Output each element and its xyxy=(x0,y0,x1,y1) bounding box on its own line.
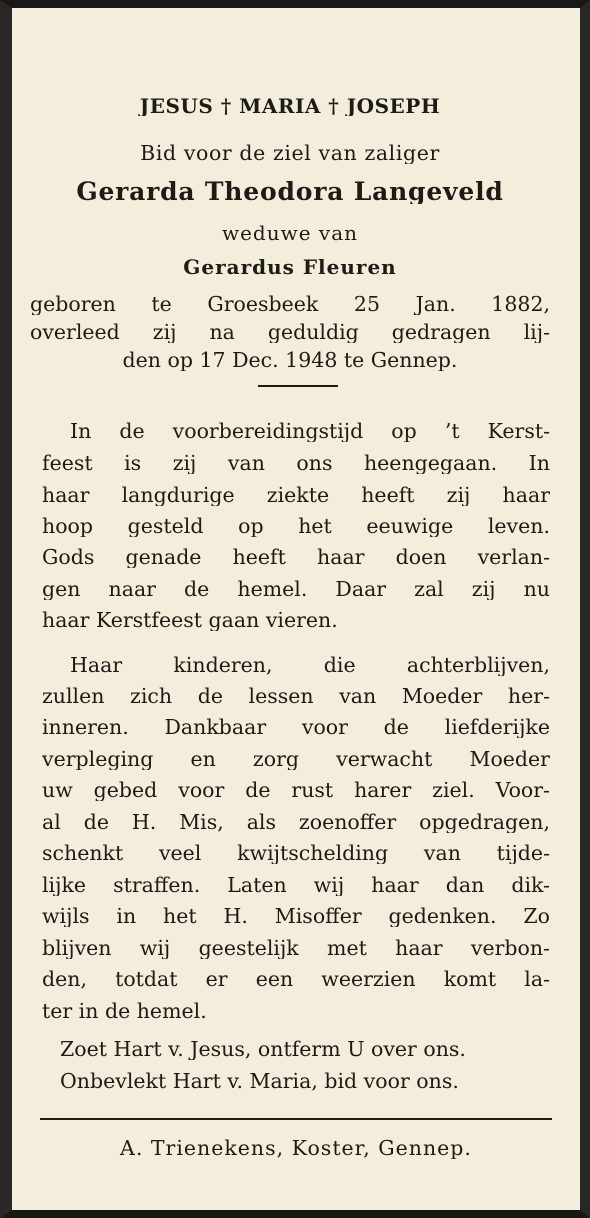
husband-name: Gerardus Fleuren xyxy=(183,257,397,277)
paragraph-line: ter in de hemel. xyxy=(42,1001,207,1022)
paragraph-line: gen naar de hemel. Daar zal zij nu xyxy=(42,579,550,600)
paragraph-line: feest is zij van ons heengegaan. In xyxy=(42,453,550,474)
paragraph-line: verpleging en zorg verwacht Moeder xyxy=(42,749,550,770)
prayer-line: Onbevlekt Hart v. Maria, bid voor ons. xyxy=(60,1071,459,1092)
paragraph-line: den, totdat er een weerzien komt la- xyxy=(42,969,550,990)
invocation: JESUS † MARIA † JOSEPH xyxy=(139,96,441,116)
paragraph-line: Gods genade heeft haar doen verlan- xyxy=(42,547,550,568)
prayer-line: Zoet Hart v. Jesus, ontferm U over ons. xyxy=(60,1039,466,1060)
paragraph-line: haar Kerstfeest gaan vieren. xyxy=(42,610,338,631)
life-line: overleed zij na geduldig gedragen lij- xyxy=(30,322,550,343)
paragraph-line: In de voorbereidingstijd op ’t Kerst- xyxy=(70,421,550,442)
paragraph-line: wijls in het H. Misoffer gedenken. Zo xyxy=(42,906,550,927)
deceased-name: Gerarda Theodora Langeveld xyxy=(76,179,504,204)
life-line: den op 17 Dec. 1948 te Gennep. xyxy=(122,350,458,371)
paragraph-line: haar langdurige ziekte heeft zij haar xyxy=(42,485,550,506)
printer-credit: A. Trienekens, Koster, Gennep. xyxy=(120,1138,472,1159)
paragraph-line: hoop gesteld op het eeuwige leven. xyxy=(42,516,550,537)
paragraph-line: lijke straffen. Laten wij haar dan dik- xyxy=(42,875,550,896)
paragraph-line: blijven wij geestelijk met haar verbon- xyxy=(42,938,550,959)
paragraph-line: uw gebed voor de rust harer ziel. Voor- xyxy=(42,780,550,801)
paragraph-line: Haar kinderen, die achterblijven, xyxy=(70,655,550,676)
divider-long xyxy=(40,1118,552,1120)
paragraph-line: inneren. Dankbaar voor de liefderijke xyxy=(42,717,550,738)
widow-of: weduwe van xyxy=(221,223,359,243)
paragraph-line: schenkt veel kwijtschelding van tijde- xyxy=(42,843,550,864)
paragraph-line: al de H. Mis, als zoenoffer opgedragen, xyxy=(42,812,550,833)
divider-short xyxy=(258,385,338,387)
prayer-request: Bid voor de ziel van zaliger xyxy=(140,143,440,164)
paragraph-line: zullen zich de lessen van Moeder her- xyxy=(42,686,550,707)
life-line: geboren te Groesbeek 25 Jan. 1882, xyxy=(30,294,550,315)
